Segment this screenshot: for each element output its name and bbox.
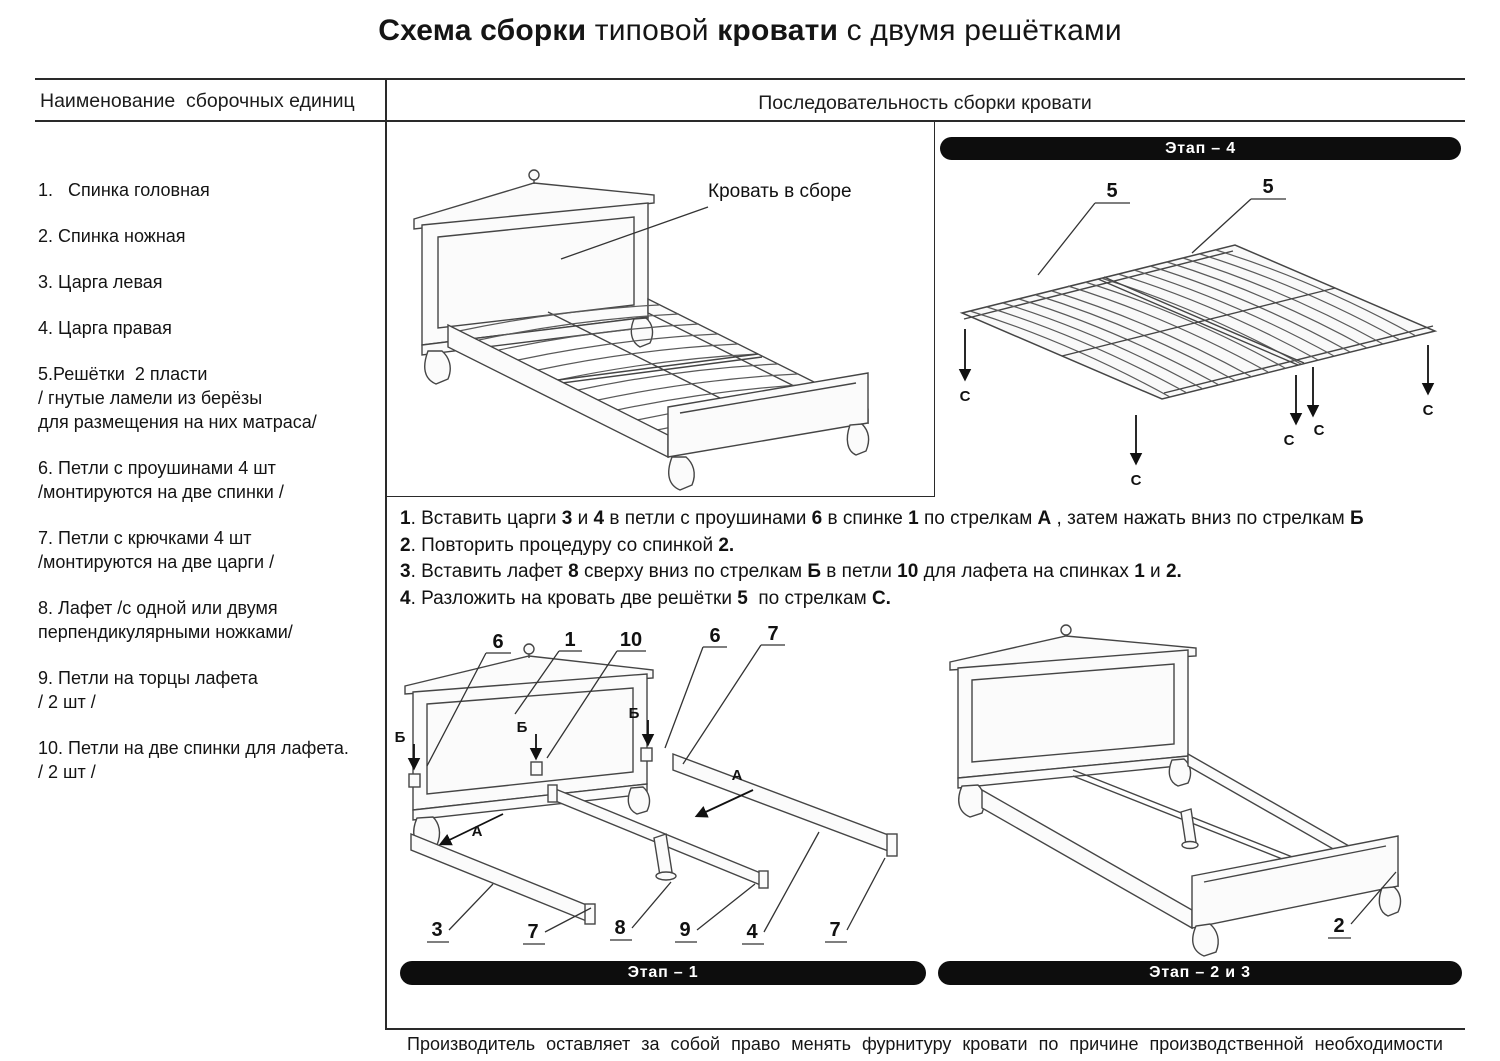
part-text: /монтируются на две спинки / (38, 482, 284, 502)
part-text: / 2 шт / (38, 762, 96, 782)
instruction-step-1: 1. Вставить царги 3 и 4 в петли с проушинами 6 в спинке 1 по стрелкам А , затем нажать вниз по стрелкам Б (400, 508, 1364, 529)
list-item (38, 362, 388, 434)
hinge-eyelet (409, 774, 420, 787)
lafet-leg (1181, 809, 1196, 845)
stage4-drawing (940, 163, 1462, 503)
assembly-instructions (400, 506, 1462, 612)
bed-frame (982, 754, 1398, 928)
callout-5: 5 (1106, 180, 1118, 202)
finial-ornament (529, 170, 539, 180)
hook-hinge (585, 904, 595, 924)
stage4-bar-label: Этап – 4 (1165, 139, 1236, 157)
instruction-step-2: 2. Повторить процедуру со спинкой 2. (400, 534, 735, 556)
part-text: 4. Царга правая (38, 318, 172, 338)
finial-ornament (1061, 625, 1071, 635)
page-title: Схема сборки типовой кровати с двумя решётками (378, 14, 1122, 47)
part-text: 3. Царга левая (38, 272, 163, 292)
part-text: 9. Петли на торцы лафета (38, 668, 258, 688)
stage4-drawing-area (940, 163, 1462, 503)
headboard (414, 170, 654, 384)
footboard (668, 373, 869, 490)
lafet-foot (656, 872, 676, 880)
right-column-header: Последовательность сборки кровати (758, 92, 1092, 114)
arrow-c-label: С (959, 388, 971, 405)
part-text: 10. Петли на две спинки для лафета. (38, 738, 349, 758)
footboard-leg (1379, 887, 1400, 916)
headboard-leg (631, 318, 652, 347)
lafet-foot (1182, 842, 1198, 849)
callout-5: 5 (1262, 176, 1274, 198)
finial-ornament (524, 644, 534, 654)
footboard-leg (1193, 924, 1219, 956)
list-item (38, 666, 388, 714)
top-rule (35, 78, 1465, 80)
part-text: 1. Спинка головная (38, 180, 210, 200)
footer-rule (385, 1028, 1465, 1030)
arrow-a (697, 790, 753, 816)
arrow-c-label: С (1130, 472, 1142, 489)
stage1-footer-bar (400, 961, 926, 985)
arrow-b-label: Б (628, 705, 640, 722)
assembled-bed-drawing (386, 121, 934, 496)
instruction-step-3: 3. Вставить лафет 8 сверху вниз по стрелкам Б в петли 10 для лафета на спинках 1 и 2. (400, 561, 1182, 582)
lafet-hinge (531, 762, 542, 775)
part-text: 8. Лафет /с одной или двумя (38, 598, 278, 618)
arrow-c-label: С (1422, 402, 1434, 419)
part-text: перпендикулярными ножками/ (38, 622, 293, 642)
hinge-eyelet (641, 748, 652, 761)
list-item (38, 316, 388, 340)
callout-3: 3 (431, 919, 443, 941)
manufacturer-note: Производитель оставляет за собой право менять фурнитуру кровати по причине производственной необходимости (407, 1034, 1443, 1054)
part-text: 2. Спинка ножная (38, 226, 186, 246)
list-item (38, 456, 388, 504)
arrow-a-label: А (471, 823, 483, 840)
part-text: 5.Решётки 2 пласти (38, 364, 208, 384)
part-text: /монтируются на две царги / (38, 552, 275, 572)
callout-9: 9 (679, 919, 691, 941)
stage4-header-bar (940, 137, 1461, 160)
left-column-header: Наименование сборочных единиц (40, 90, 355, 112)
lafet-end-hinge (759, 871, 768, 888)
list-item (38, 224, 388, 248)
stage1-bar-label: Этап – 1 (627, 964, 699, 981)
stage23-drawing-area (938, 618, 1463, 958)
part-text: 6. Петли с проушинами 4 шт (38, 458, 276, 478)
left-side-rail (411, 834, 595, 924)
stage23-drawing (938, 618, 1463, 958)
stage1-drawing (385, 618, 935, 958)
footboard-leg (669, 457, 695, 490)
assembled-bed-panel (386, 121, 935, 497)
callout-6: 6 (492, 631, 504, 653)
headboard-leg (628, 787, 649, 814)
lafet-end-hinge (548, 785, 557, 802)
side-rail (448, 325, 668, 457)
headboard-leg (959, 785, 985, 817)
footboard-leg (847, 424, 868, 455)
part-text: 7. Петли с крючками 4 шт (38, 528, 252, 548)
callout-4: 4 (746, 921, 758, 943)
headboard (950, 625, 1196, 817)
list-item (38, 736, 388, 784)
assembled-bed-label: Кровать в сборе (708, 181, 852, 202)
instruction-step-4: 4. Разложить на кровать две решётки 5 по стрелкам С. (400, 587, 891, 609)
arrow-c-label: С (1283, 432, 1295, 449)
headboard-leg (425, 351, 451, 384)
callout-10: 10 (619, 629, 643, 651)
stage23-footer-bar (938, 961, 1462, 985)
part-text: / гнутые ламели из берёзы (38, 388, 263, 408)
footboard (1192, 836, 1401, 956)
part-text: для размещения на них матраса/ (38, 412, 317, 432)
list-item (38, 526, 388, 574)
hook-hinge (887, 834, 897, 856)
stage23-bar-label: Этап – 2 и 3 (1149, 964, 1251, 981)
part-text: / 2 шт / (38, 692, 96, 712)
list-item (38, 178, 388, 202)
callout-2: 2 (1333, 915, 1345, 937)
callout-7: 7 (767, 623, 779, 645)
arrow-b-label: Б (516, 719, 528, 736)
lattice-panels (962, 245, 1435, 399)
parts-list (38, 178, 388, 806)
arrow-b-label: Б (394, 729, 406, 746)
list-item (38, 596, 388, 644)
lafet-beam (548, 785, 768, 888)
callout-6: 6 (709, 625, 721, 647)
right-side-rail (673, 754, 897, 856)
callout-7: 7 (527, 921, 539, 943)
list-item (38, 270, 388, 294)
callout-7: 7 (829, 919, 841, 941)
callout-1: 1 (564, 629, 576, 651)
arrow-c-label: С (1313, 422, 1325, 439)
stage1-drawing-area (385, 618, 935, 958)
callout-8: 8 (614, 917, 626, 939)
arrow-a-label: А (731, 767, 743, 784)
